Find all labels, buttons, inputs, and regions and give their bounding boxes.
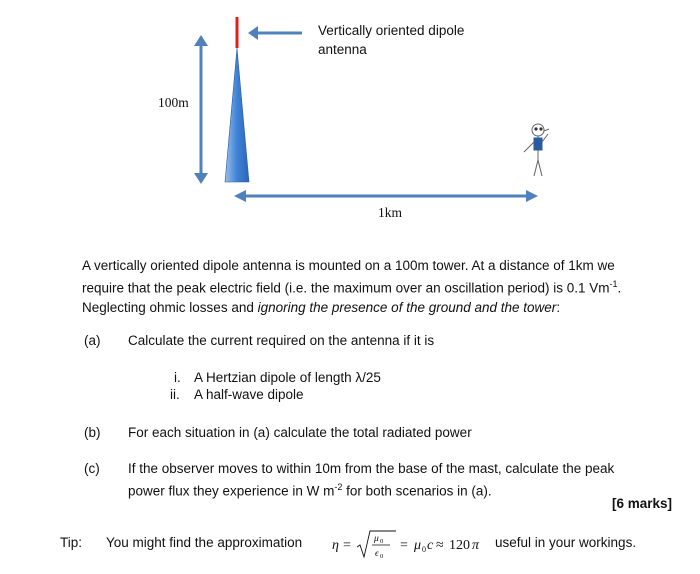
tip-label: Tip: [60,535,83,550]
svg-text:π: π [472,538,480,553]
tip-text-before: You might find the approximation [106,535,303,550]
svg-text:c: c [427,538,434,553]
subitem-i-label: i. [174,370,181,385]
problem-intro: A vertically oriented dipole antenna is mounted on a 100m tower. At a distance of 1km we require that the peak electric field (i.e. the maximum over an oscillation period) is 0.1 $Vm^{-1}$. Neglecting ohmic losses and ignoring the presence of the ground and the tower: [82,258,622,315]
question-c-label: (c) [84,461,100,476]
svg-text:=: = [343,538,351,553]
svg-text:=: = [400,538,408,553]
svg-text:0: 0 [380,538,384,545]
svg-text:0: 0 [422,545,426,554]
question-a-text: Calculate the current required on the antenna if it is [128,333,435,348]
svg-text:μ: μ [414,538,422,553]
subitem-ii-text: A half-wave dipole [194,387,304,402]
distance-label: 1km [378,205,403,220]
svg-text:≈: ≈ [436,538,444,553]
tip-text-after: useful in your workings. [495,535,637,550]
svg-text:μ: μ [374,534,379,544]
question-b-text: For each situation in (a) calculate the total radiated power [128,425,472,440]
svg-text:ϵ: ϵ [375,549,379,559]
marks-label: [6 marks] [611,496,672,511]
question-b-label: (b) [84,425,101,440]
svg-text:120: 120 [449,538,470,553]
question-a-label: (a) [84,333,101,348]
impedance-formula [330,527,492,563]
height-label: 100m [158,95,189,110]
antenna-label: Vertically oriented dipole antenna [318,23,465,57]
subitem-i-text: A Hertzian dipole of length λ/25 [194,370,381,385]
antenna-tower [225,48,249,182]
subitem-ii-label: ii. [170,387,180,402]
question-c-text: If the observer moves to within 10m from the base of the mast, calculate the peak power flux they experience in W $m^{-2}$ for both scenarios in (a). [128,461,615,499]
svg-text:η: η [332,538,339,553]
svg-text:0: 0 [380,553,384,560]
observer-figure [524,124,549,176]
